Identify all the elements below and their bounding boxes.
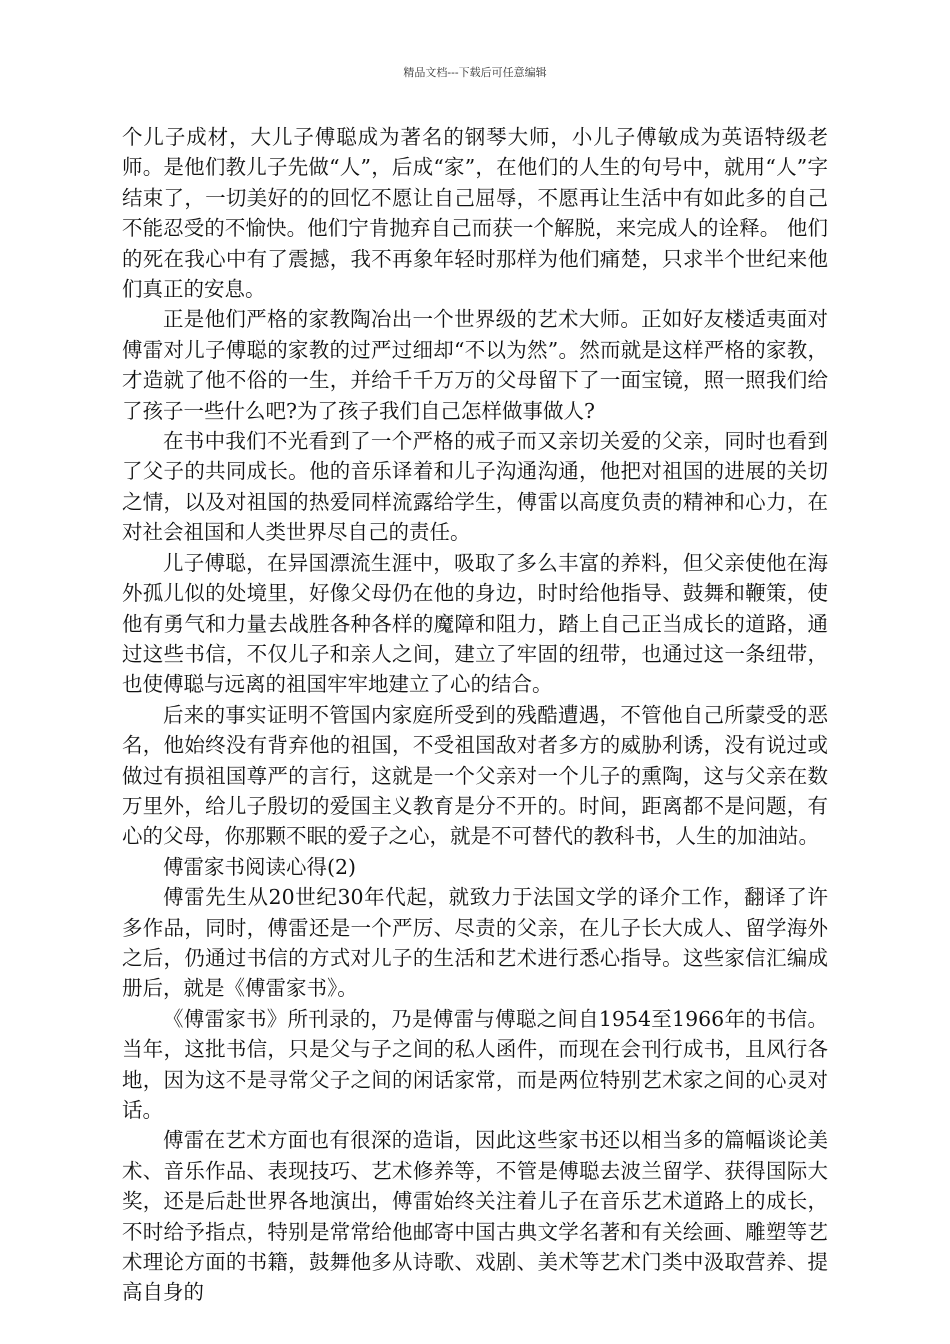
paragraph: 后来的事实证明不管国内家庭所受到的残酷遭遇，不管他自己所蒙受的恶名，他始终没有背弃他的祖国，不受祖国敌对者多方的威胁利诱，没有说过或做过有损祖国尊严的言行，这就是一个父亲对一个儿子的熏陶，这与父亲在数万里外，给儿子殷切的爱国主义教育是分不开的。时间，距离都不是问题，有心的父母，你那颗不眠的爱子之心，就是不可替代的教科书，人生的加油站。 xyxy=(122,702,828,849)
paragraph: 在书中我们不光看到了一个严格的戒子而又亲切关爱的父亲，同时也看到了父子的共同成长。他的音乐译着和儿子沟通沟通，他把对祖国的进展的关切之情，以及对祖国的热爱同样流露给学生，傅雷以高度负责的精神和心力，在对社会祖国和人类世界尽自己的责任。 xyxy=(122,429,828,545)
page-header: 精品文档---下载后可任意编辑 xyxy=(403,66,547,79)
paragraph: 正是他们严格的家教陶冶出一个世界级的艺术大师。正如好友楼适夷面对傅雷对儿子傅聪的家教的过严过细却“不以为然”。然而就是这样严格的家教，才造就了他不俗的一生，并给千千万万的父母留下了一面宝镜，照一照我们给了孩子一些什么吧?为了孩子我们自己怎样做事做人? xyxy=(122,307,828,423)
section-title: 傅雷家书阅读心得(2) xyxy=(163,854,357,879)
document-body xyxy=(122,122,828,1308)
paragraph: 傅雷先生从20世纪30年代起，就致力于法国文学的译介工作，翻译了许多作品，同时，傅雷还是一个严厉、尽责的父亲，在儿子长大成人、留学海外之后，仍通过书信的方式对儿子的生活和艺术进行悉心指导。这些家信汇编成册后，就是《傅雷家书》。 xyxy=(122,885,828,1001)
paragraph-continuation: 个儿子成材，大儿子傅聪成为著名的钢琴大师，小儿子傅敏成为英语特级老师。是他们教儿子先做“人”，后成“家”，在他们的人生的句号中，就用“人”字结束了，一切美好的的回忆不愿让自己屈辱，不愿再让生活中有如此多的自己不能忍受的不愉快。他们宁肯抛弃自己而获一个解脱，来完成人的诠释。 他们的死在我心中有了震撼，我不再象年轻时那样为他们痛楚，只求半个世纪来他们真正的安息。 xyxy=(122,125,828,302)
paragraph: 傅雷在艺术方面也有很深的造诣，因此这些家书还以相当多的篇幅谈论美术、音乐作品、表现技巧、艺术修养等，不管是傅聪去波兰留学、获得国际大奖，还是后赴世界各地演出，傅雷始终关注着儿子在音乐艺术道路上的成长，不时给予指点，特别是常常给他邮寄中国古典文学名著和有关绘画、雕塑等艺术理论方面的书籍，鼓舞他多从诗歌、戏剧、美术等艺术门类中汲取营养、提高自身的 xyxy=(122,1128,828,1305)
paragraph: 《傅雷家书》所刊录的，乃是傅雷与傅聪之间自1954至1966年的书信。当年，这批书信，只是父与子之间的私人函件，而现在会刊行成书，且风行各地，因为这不是寻常父子之间的闲话家常，而是两位特别艺术家之间的心灵对话。 xyxy=(122,1006,828,1122)
paragraph: 儿子傅聪，在异国漂流生涯中，吸取了多么丰富的养料，但父亲使他在海外孤儿似的处境里，好像父母仍在他的身边，时时给他指导、鼓舞和鞭策，使他有勇气和力量去战胜各种各样的魔障和阻力，踏上自己正当成长的道路，通过这些书信，不仅儿子和亲人之间，建立了牢固的纽带，也通过这一条纽带，也使傅聪与远离的祖国牢牢地建立了心的结合。 xyxy=(122,550,828,697)
